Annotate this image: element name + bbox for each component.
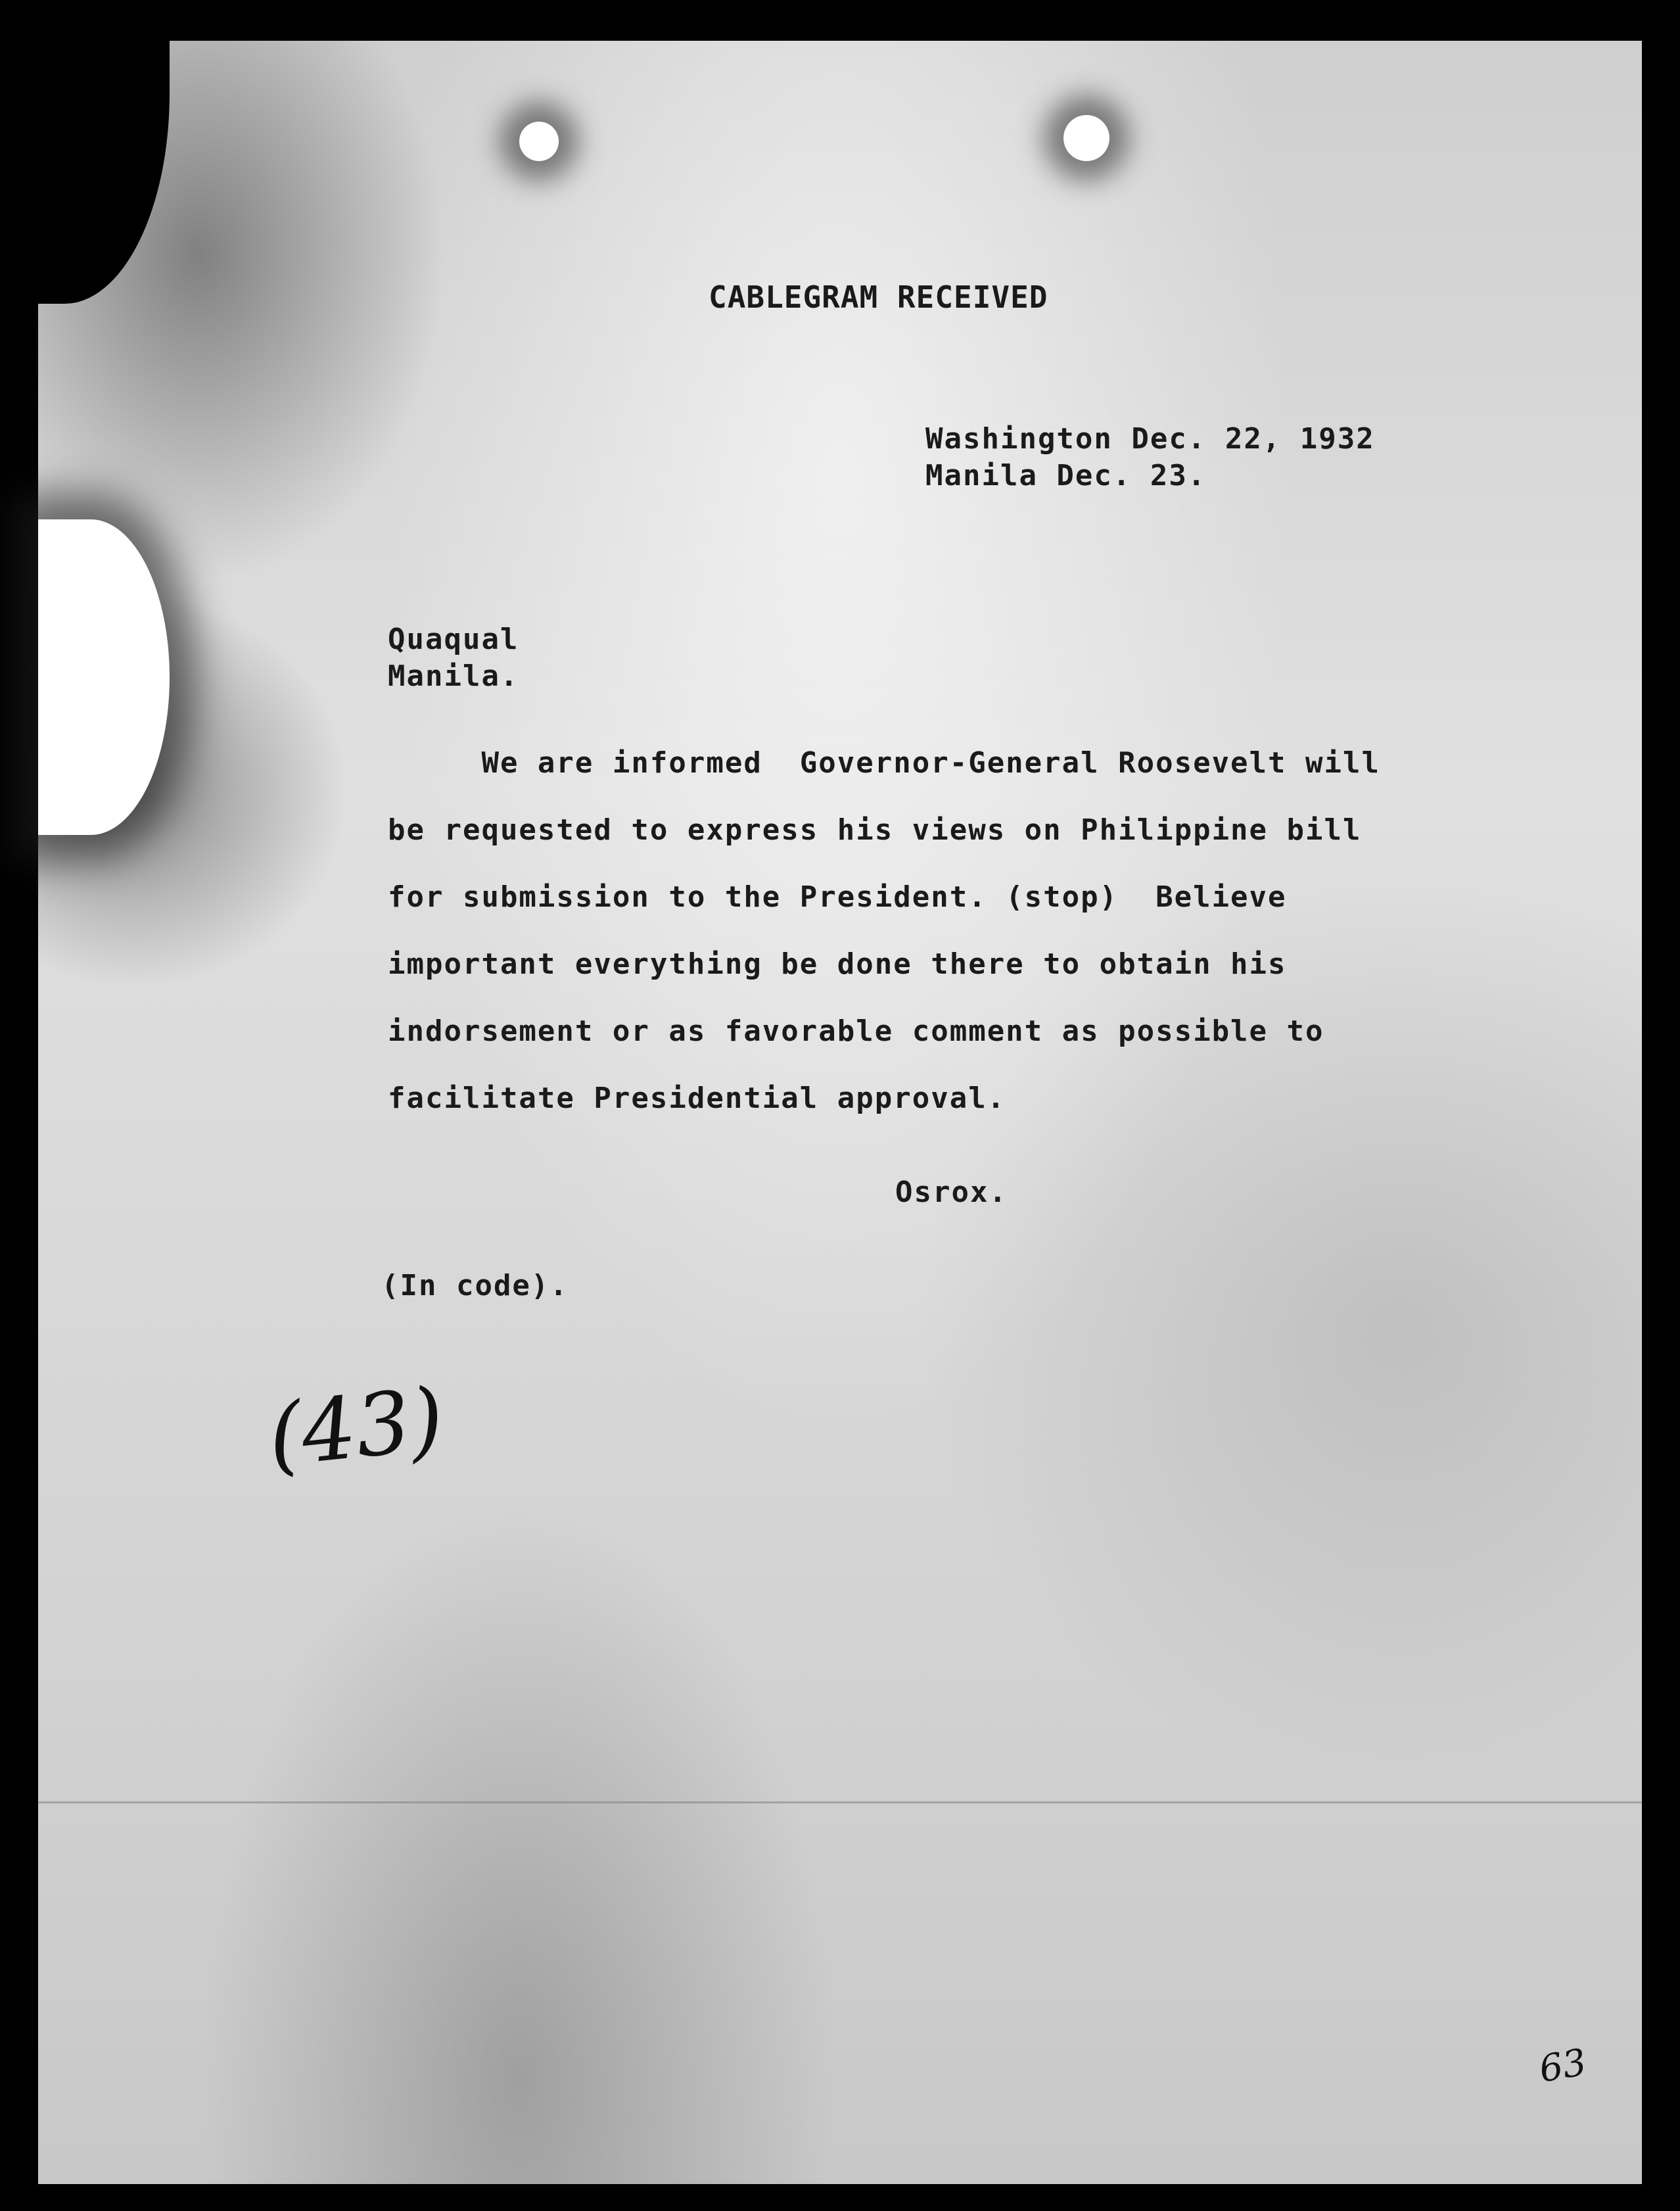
dateline: [925, 421, 1375, 494]
code-note: (In code).: [381, 1269, 569, 1302]
message-body: [388, 730, 1380, 1132]
fold-line: [38, 1801, 1642, 1803]
dateline-washington: Washington Dec. 22, 1932: [925, 422, 1375, 456]
page-number: 63: [1535, 2041, 1590, 2091]
body-line: facilitate Presidential approval.: [388, 1082, 1006, 1115]
body-line: be requested to express his views on Philippine bill: [388, 813, 1362, 847]
body-line: We are informed Governor-General Roosevelt will: [388, 746, 1380, 780]
body-line: for submission to the President. (stop) Believe: [388, 880, 1287, 914]
handwritten-number: (43): [263, 1368, 449, 1486]
address-line-1: Quaqual: [388, 623, 519, 656]
body-line: indorsement or as favorable comment as possible to: [388, 1014, 1324, 1048]
address-line-2: Manila.: [388, 659, 519, 693]
punch-hole-right: [1063, 115, 1109, 161]
body-line: important everything be done there to obtain his: [388, 947, 1287, 981]
punch-hole-left: [519, 122, 559, 161]
signature: Osrox.: [895, 1176, 1008, 1209]
document-header: CABLEGRAM RECEIVED: [709, 279, 1048, 315]
dateline-manila: Manila Dec. 23.: [925, 459, 1207, 492]
address-block: [388, 621, 519, 695]
